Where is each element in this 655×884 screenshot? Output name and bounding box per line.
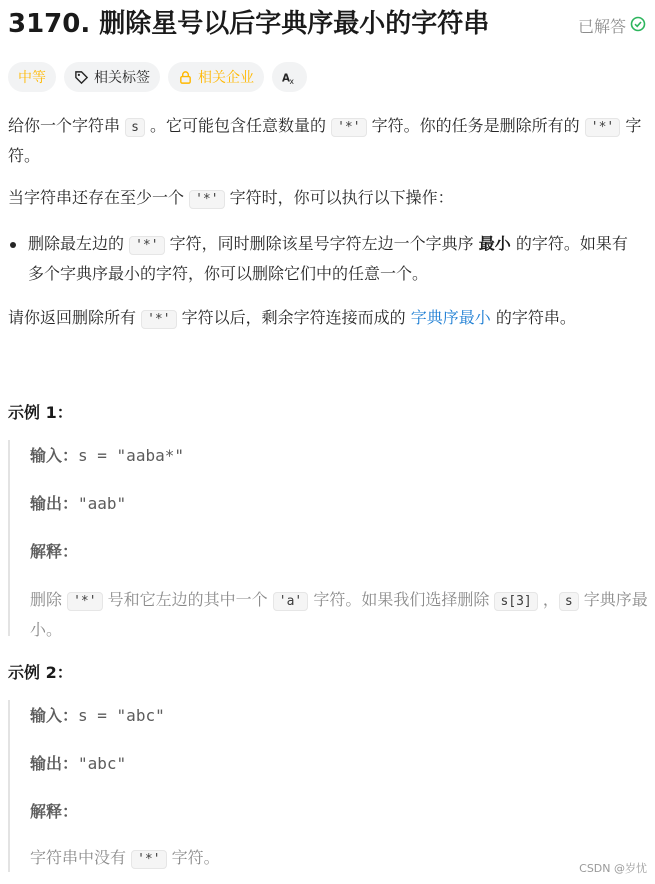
translate-icon [282,70,297,85]
text: 字符以后，剩余字符连接而成的 [176,308,411,327]
output-value: "aab" [78,494,127,513]
title-row [8,6,648,42]
example-1-block [8,440,648,639]
text: 删除 [30,590,68,609]
example-2-title: 示例 2： [8,663,73,682]
text: 删除最左边的 [28,234,130,253]
example-1-input [30,444,648,468]
svg-text:x: x [289,76,294,85]
output-label: 输出： [30,754,79,773]
solved-status [578,14,646,37]
list-item-text [28,230,643,288]
text: 给你一个字符串 [8,116,126,135]
inline-code: '*' [131,850,166,869]
related-companies-label: 相关企业 [198,70,254,86]
example-1-title: 示例 1： [8,403,73,422]
explain-label: 解释： [30,802,79,821]
text: 的字符。如果有多个字典序最小的字符，你可以删除它们中的任意一个。 [28,234,628,283]
text: 字符。你的任务是删除所有的 [366,116,585,135]
text: 字符，同时删除该星号字符左边一个字典序 [164,234,479,253]
inline-code: s[3] [494,592,537,611]
text: 请你返回删除所有 [8,308,142,327]
inline-code: '*' [585,118,620,137]
related-tags-button[interactable] [64,62,160,92]
list-item [8,230,643,288]
text: 字符。 [8,116,642,165]
description-para-2 [8,184,643,214]
inline-code: s [125,118,145,137]
input-label: 输入： [30,706,79,725]
explain-label: 解释： [30,542,79,561]
text: 。它可能包含任意数量的 [144,116,332,135]
example-2-output [30,752,648,776]
input-label: 输入： [30,446,79,465]
text: 当字符串还存在至少一个 [8,188,190,207]
related-tags-label: 相关标签 [94,70,150,86]
text: ， [537,590,559,609]
output-label: 输出： [30,494,79,513]
text: 字符串中没有 [30,848,132,867]
translate-button[interactable] [272,62,307,92]
watermark: CSDN @岁忧 [579,862,647,875]
text: 号和它左边的其中一个 [102,590,273,609]
inline-code: '*' [331,118,366,137]
text: 字符。如果我们选择删除 [308,590,495,609]
check-circle-icon [630,16,646,36]
example-2-block [8,700,648,872]
description-para-1 [8,112,643,170]
problem-title: 3170. 删除星号以后字典序最小的字符串 [8,9,490,39]
output-value: "abc" [78,754,127,773]
difficulty-tag[interactable] [8,62,56,92]
example-2-explain-label [30,800,648,824]
description-para-3 [8,304,643,334]
example-1-explain-label [30,540,648,564]
text: 的字符串。 [490,308,576,327]
difficulty-label: 中等 [18,70,46,86]
inline-code: 'a' [273,592,308,611]
inline-code: '*' [189,190,224,209]
inline-code: '*' [129,236,164,255]
inline-code: '*' [141,310,176,329]
example-1-output [30,492,648,516]
text: 字符时，你可以执行以下操作： [224,188,454,207]
example-1-explanation [30,586,648,644]
inline-code: s [559,592,579,611]
input-value: s = "abc" [78,706,165,725]
bullet-dot [10,242,16,248]
lock-icon [178,70,193,85]
text: 字符。 [166,848,220,867]
tag-bar [8,62,307,92]
related-companies-button[interactable] [168,62,264,92]
tag-icon [74,70,89,85]
svg-text:A: A [282,71,290,84]
example-2-explanation [30,846,648,872]
lexicographic-link[interactable]: 字典序最小 [410,308,491,327]
solved-label: 已解答 [577,17,626,36]
bold-text: 最小 [478,234,511,253]
inline-code: '*' [67,592,102,611]
text: 字典序最小。 [30,590,648,639]
example-2-input [30,704,648,728]
input-value: s = "aaba*" [78,446,184,465]
